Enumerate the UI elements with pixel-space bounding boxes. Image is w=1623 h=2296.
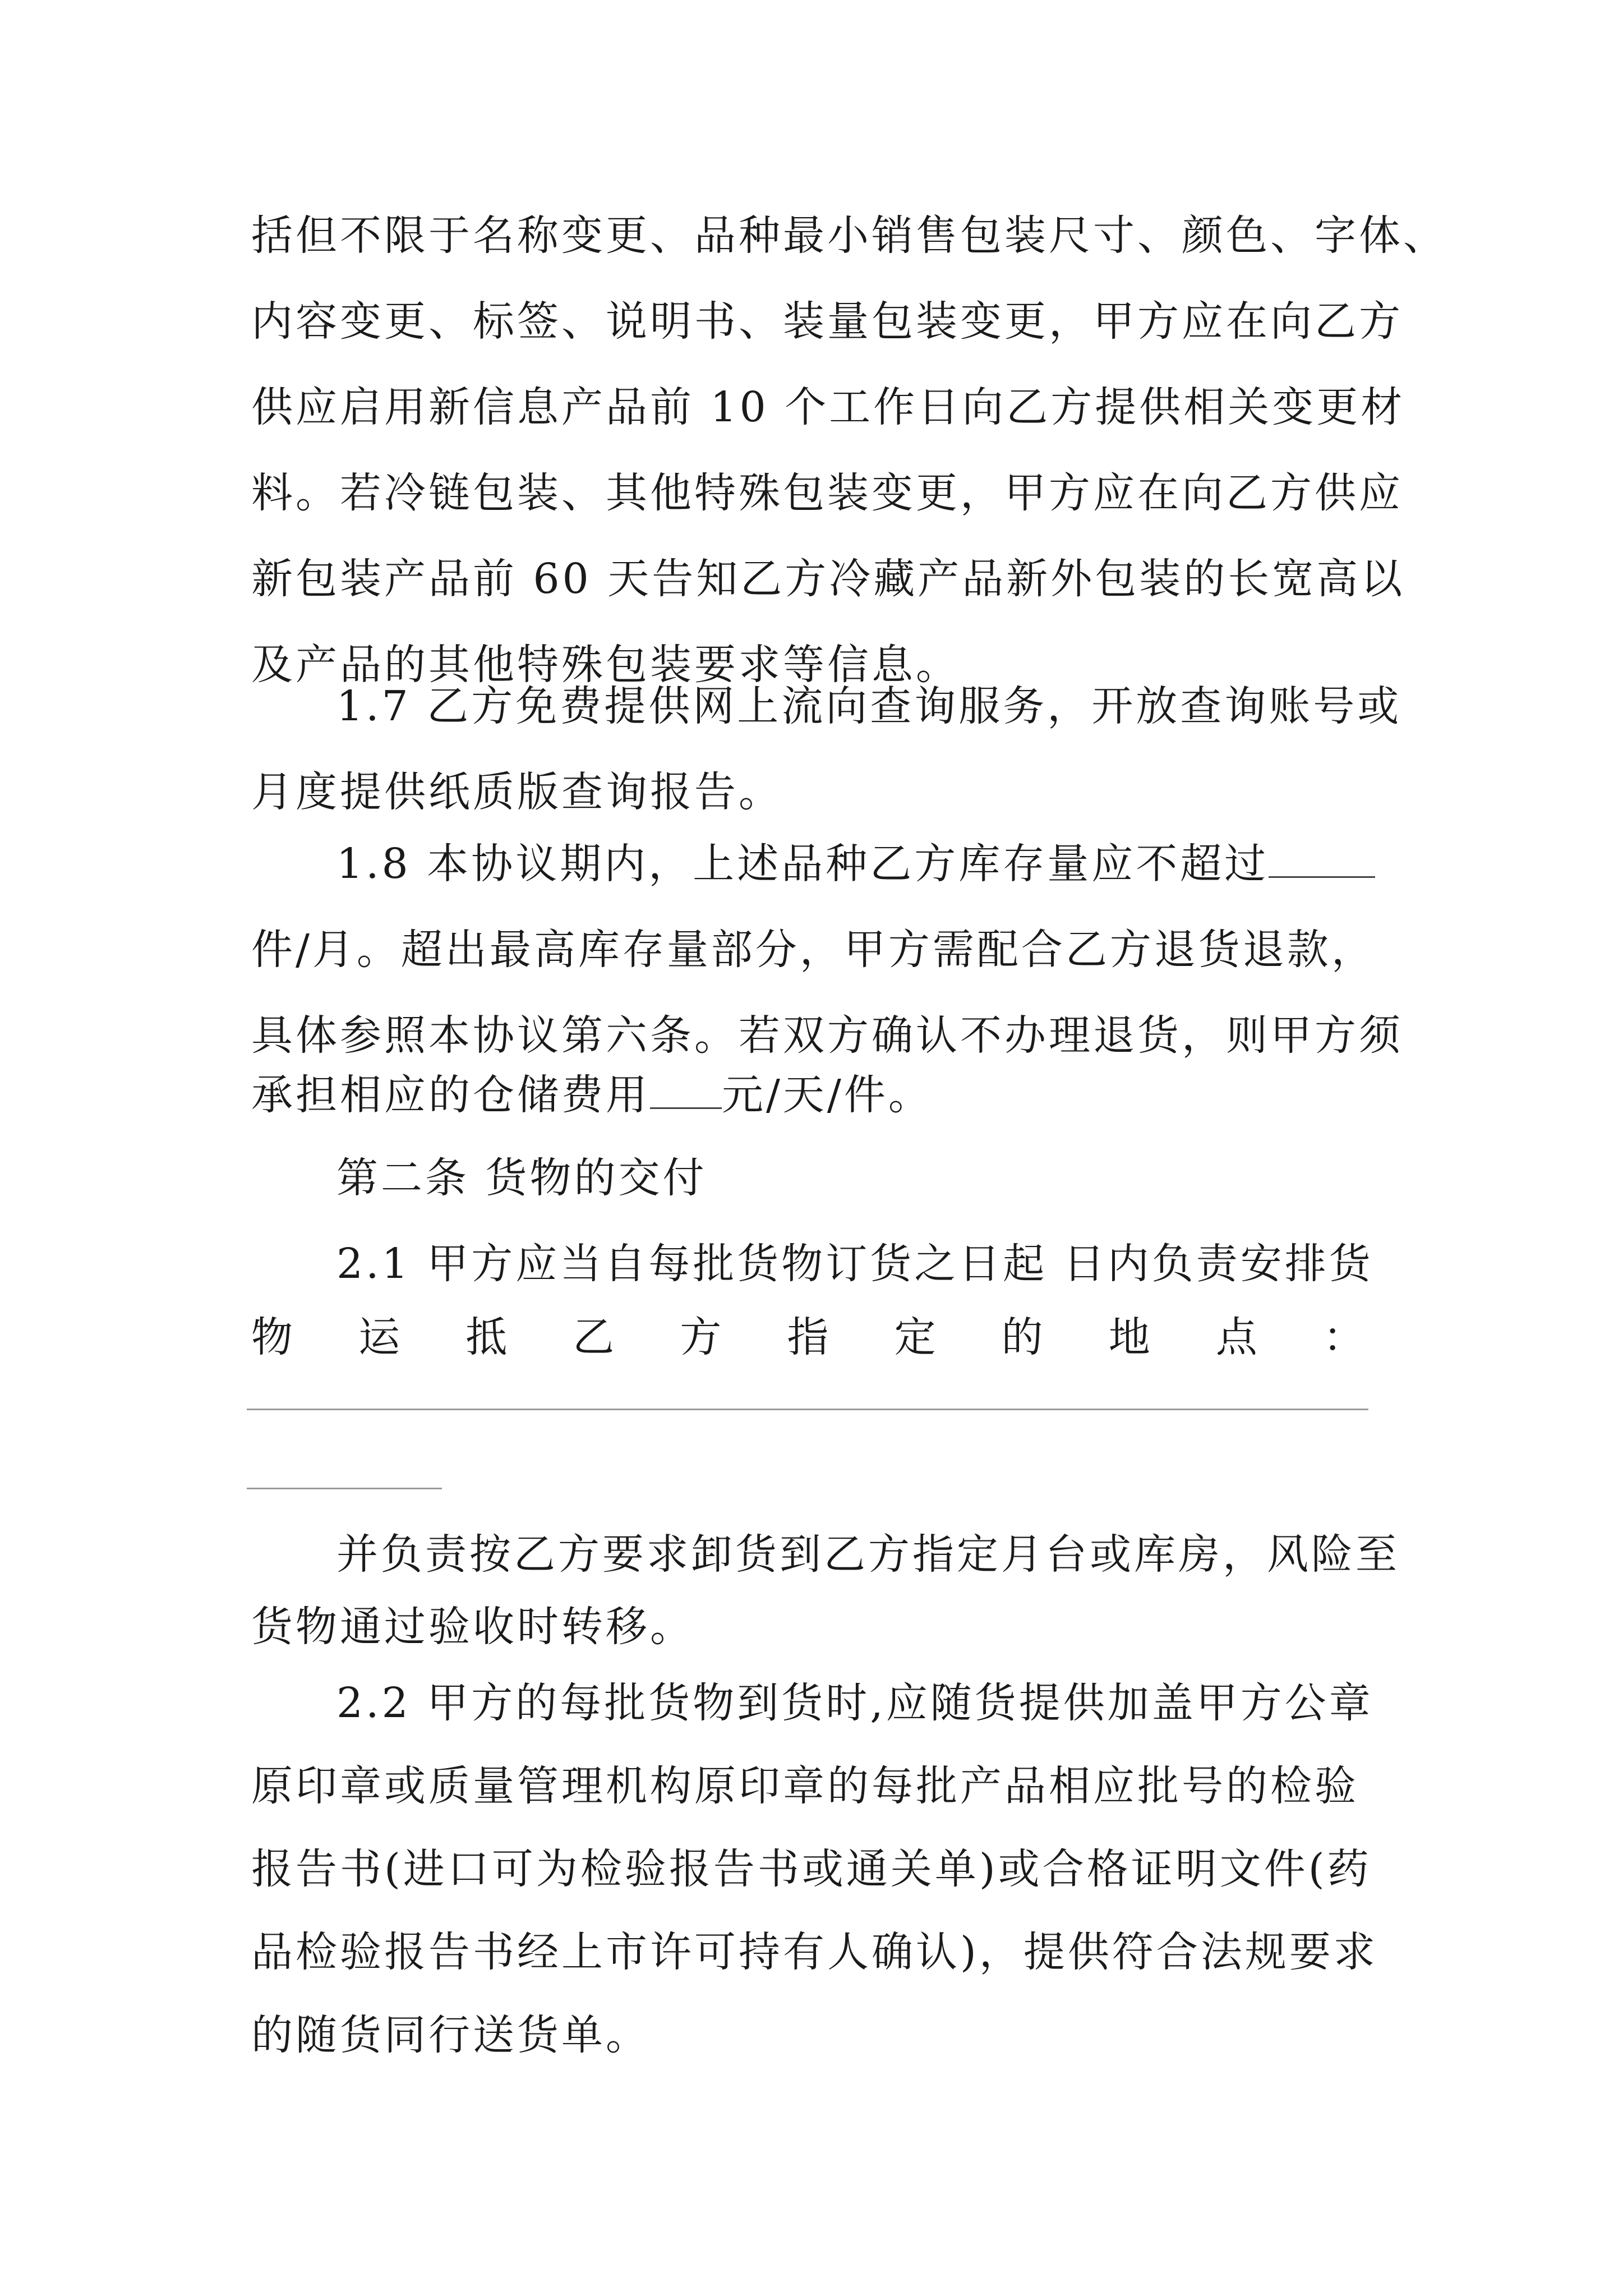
paragraph-line: 具体参照本协议第六条。若双方确认不办理退货，则甲方须 — [251, 1011, 1403, 1060]
paragraph-line: 料。若冷链包装、其他特殊包装变更，甲方应在向乙方供应 — [251, 469, 1403, 517]
paragraph-line — [251, 1067, 1380, 1123]
spaced-line — [251, 1309, 1367, 1365]
paragraph-line: 括但不限于名称变更、品种最小销售包装尺寸、颜色、字体、 — [251, 211, 1447, 260]
spaced-char: 点 — [1215, 1313, 1260, 1361]
storage-fee-text: 承担相应的仓储费用 — [251, 1071, 650, 1119]
fill-blank-address-continued[interactable] — [247, 1488, 442, 1489]
paragraph-line: 新包装产品前 60 天告知乙方冷藏产品新外包装的长宽高以 — [251, 555, 1405, 603]
spaced-char: 乙 — [573, 1313, 617, 1361]
paragraph-line: 及产品的其他特殊包装要求等信息。 — [251, 641, 960, 689]
clause-2-2-line: 2.2 甲方的每批货物到货时,应随货提供加盖甲方公章 — [336, 1679, 1373, 1727]
clause-1-8-line — [336, 836, 1380, 892]
spaced-char: 运 — [358, 1313, 403, 1361]
spaced-char: 方 — [680, 1313, 725, 1361]
clause-1-7-line: 1.7 乙方免费提供网上流向查询服务，开放查询账号或 — [336, 682, 1402, 730]
spaced-char: 的 — [1001, 1313, 1046, 1361]
fill-blank-quantity[interactable] — [1269, 841, 1375, 878]
paragraph-line: 月度提供纸质版查询报告。 — [251, 768, 783, 816]
paragraph-line: 内容变更、标签、说明书、装量包装变更，甲方应在向乙方 — [251, 297, 1403, 346]
spaced-char: 抵 — [465, 1313, 510, 1361]
spaced-char: 指 — [787, 1313, 832, 1361]
section-heading: 第二条 货物的交付 — [336, 1154, 707, 1202]
spaced-char: 地 — [1108, 1313, 1153, 1361]
paragraph-line: 原印章或质量管理机构原印章的每批产品相应批号的检验 — [251, 1762, 1359, 1810]
storage-fee-unit: 元/天/件。 — [722, 1071, 933, 1119]
paragraph-line: 的随货同行送货单。 — [251, 2011, 650, 2059]
paragraph-line: 并负责按乙方要求卸货到乙方指定月台或库房，风险至 — [336, 1530, 1400, 1579]
spaced-char: 物 — [251, 1313, 296, 1361]
clause-1-8-text: 1.8 本协议期内，上述品种乙方库存量应不超过 — [336, 840, 1269, 888]
fill-blank-address[interactable] — [247, 1409, 1368, 1410]
paragraph-line: 货物通过验收时转移。 — [251, 1603, 694, 1651]
clause-2-1-line: 2.1 甲方应当自每批货物订货之日起 日内负责安排货 — [336, 1240, 1373, 1288]
paragraph-line: 品检验报告书经上市许可持有人确认)，提供符合法规要求 — [251, 1928, 1378, 1976]
paragraph-line: 件/月。超出最高库存量部分，甲方需配合乙方退货退款， — [251, 926, 1376, 974]
spaced-char: 定 — [894, 1313, 939, 1361]
paragraph-line: 报告书(进口可为检验报告书或通关单)或合格证明文件(药 — [251, 1845, 1372, 1893]
spaced-char: ： — [1322, 1313, 1367, 1361]
fill-blank-fee[interactable] — [650, 1073, 722, 1109]
paragraph-line: 供应启用新信息产品前 10 个工作日向乙方提供相关变更材 — [251, 383, 1405, 431]
